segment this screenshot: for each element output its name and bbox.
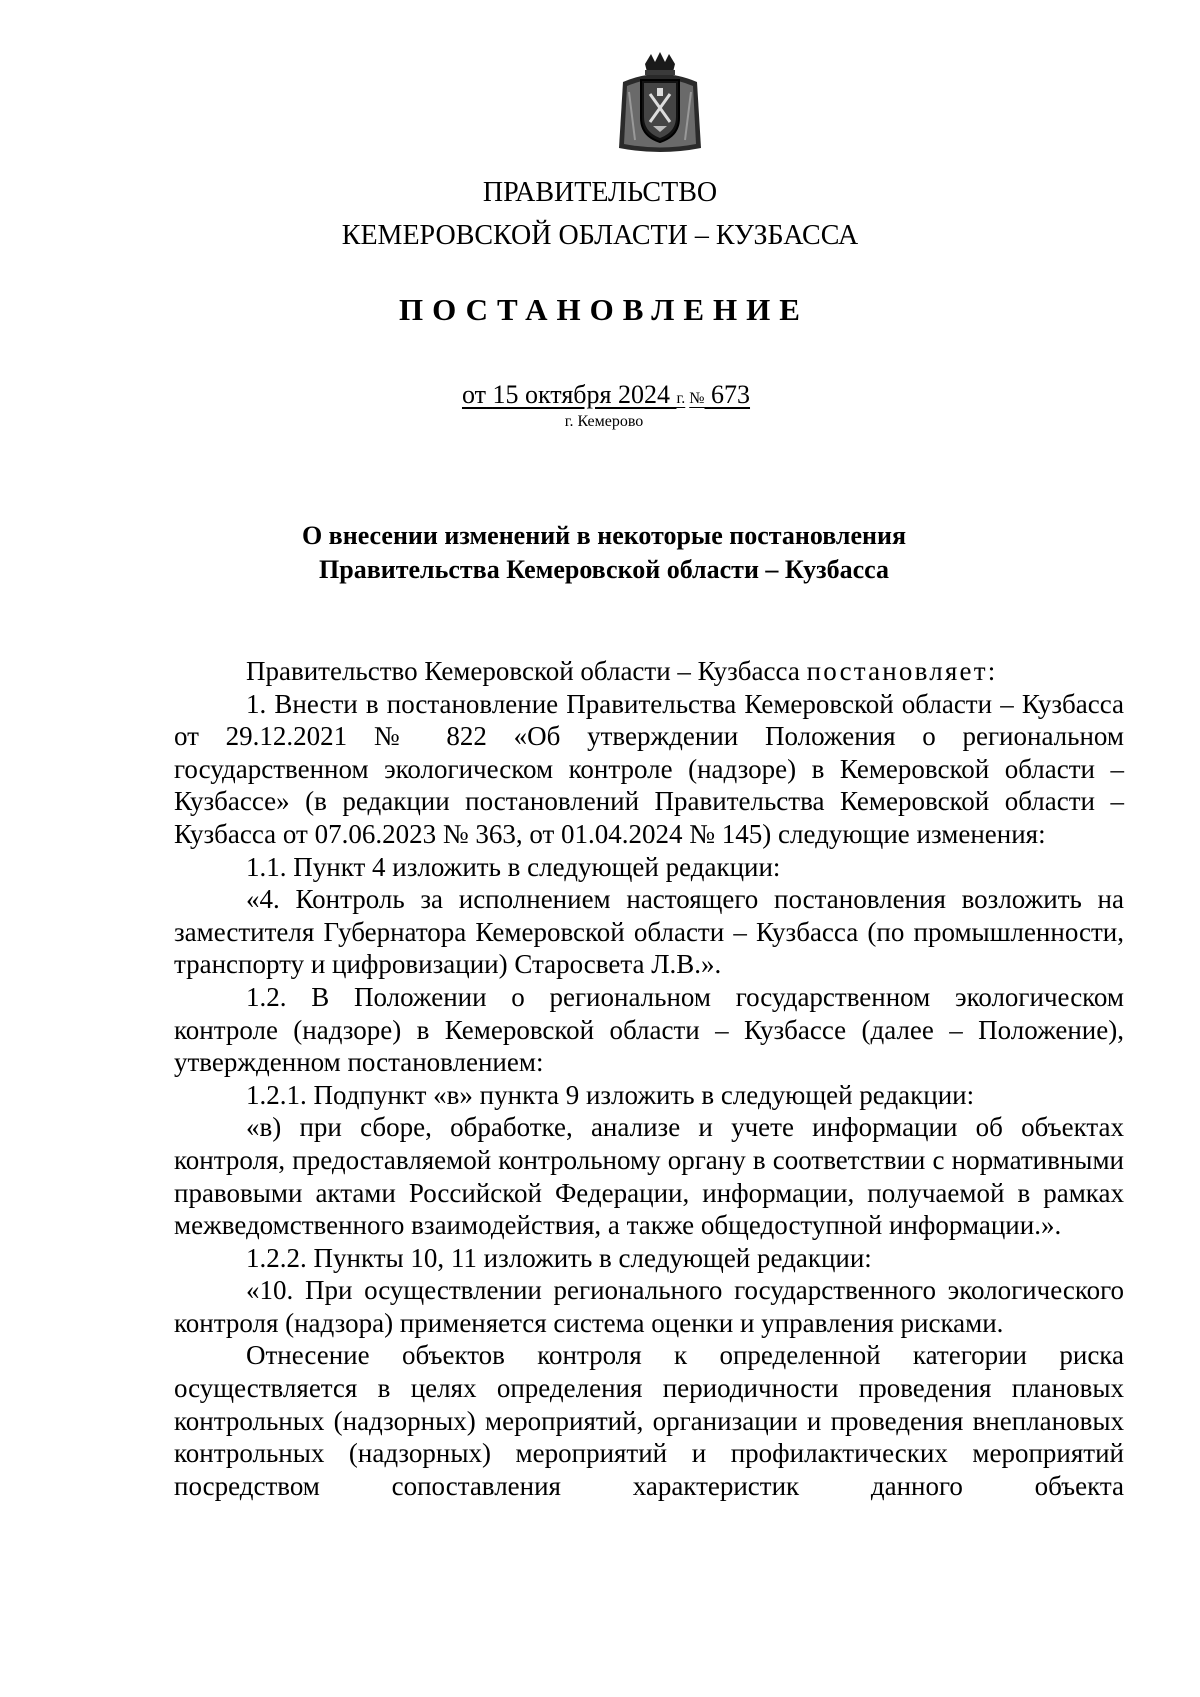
intro-verb: постановляет: (806, 656, 998, 686)
decree-number: 673 (711, 380, 751, 409)
city: г. Кемерово (564, 413, 644, 430)
paragraph-1: 1. Внести в постановление Правительства Кемеровской области – Кузбасса от 29.12.2021 № 822 «Об утверждении Положения о региональном государственном экологическом контроле (надзоре) в Кемеровской области – Кузбассе» (в редакции постановлений Правительства Кемеровской области – Кузбасса от 07.06.2023 № 363, от 01.04.2024 № 145) следующие изменения: (174, 688, 1124, 849)
document-type: ПОСТАНОВЛЕНИЕ (399, 292, 809, 327)
date-number-line (6, 380, 1200, 410)
coat-of-arms-icon (617, 52, 703, 158)
paragraph-1-2-1-text: «в) при сборе, обработке, анализе и учете информации об объектах контроля, предоставляемой контрольному органу в соответствии с нормативными правовыми актами Российской Федерации, информации, получаемой в рамках межведомственного взаимодействия, а также общедоступной информации.». (174, 1112, 1124, 1241)
paragraph-1-2-2: 1.2.2. Пункты 10, 11 изложить в следующей редакции: (246, 1242, 872, 1273)
date-prefix: от (461, 380, 487, 409)
paragraph-1-2: 1.2. В Положении о региональном государственном экологическом контроле (надзоре) в Кемеровской области – Кузбассе (далее – Положение), утвержденном постановлением: (174, 981, 1124, 1078)
paragraph-1-1: 1.1. Пункт 4 изложить в следующей редакции: (246, 851, 781, 882)
document-title-line1: О внесении изменений в некоторые постановления (301, 521, 907, 550)
intro-paragraph (174, 655, 1124, 688)
document-body (174, 655, 1124, 1502)
government-name-line1: ПРАВИТЕЛЬСТВО (482, 177, 718, 208)
paragraph-1-2-2-text: «10. При осуществлении регионального государственного экологического контроля (надзора) применяется система оценки и управления рисками. (174, 1275, 1124, 1338)
paragraph-risk-categories: Отнесение объектов контроля к определенной категории риска осуществляется в целях определения периодичности проведения плановых контрольных (надзорных) мероприятий, организации и проведения внеплановых контрольных (надзорных) мероприятий и профилактических мероприятий посредством сопоставления характеристик данного объекта (174, 1340, 1124, 1501)
number-sign: № (689, 390, 705, 407)
intro-text: Правительство Кемеровской области – Кузбасса (246, 656, 807, 686)
document-title-line2: Правительства Кемеровской области – Кузбасса (319, 555, 889, 584)
government-name-line2: КЕМЕРОВСКОЙ ОБЛАСТИ – КУЗБАССА (341, 220, 859, 251)
paragraph-1-2-1: 1.2.1. Подпункт «в» пункта 9 изложить в следующей редакции: (246, 1079, 975, 1110)
paragraph-1-1-text: «4. Контроль за исполнением настоящего постановления возложить на заместителя Губернатора Кемеровской области – Кузбасса (по промышленности, транспорту и цифровизации) Старосвета Л.В.». (174, 884, 1124, 980)
decree-date: 15 октября 2024 (492, 380, 670, 409)
year-suffix: г. (676, 390, 686, 407)
